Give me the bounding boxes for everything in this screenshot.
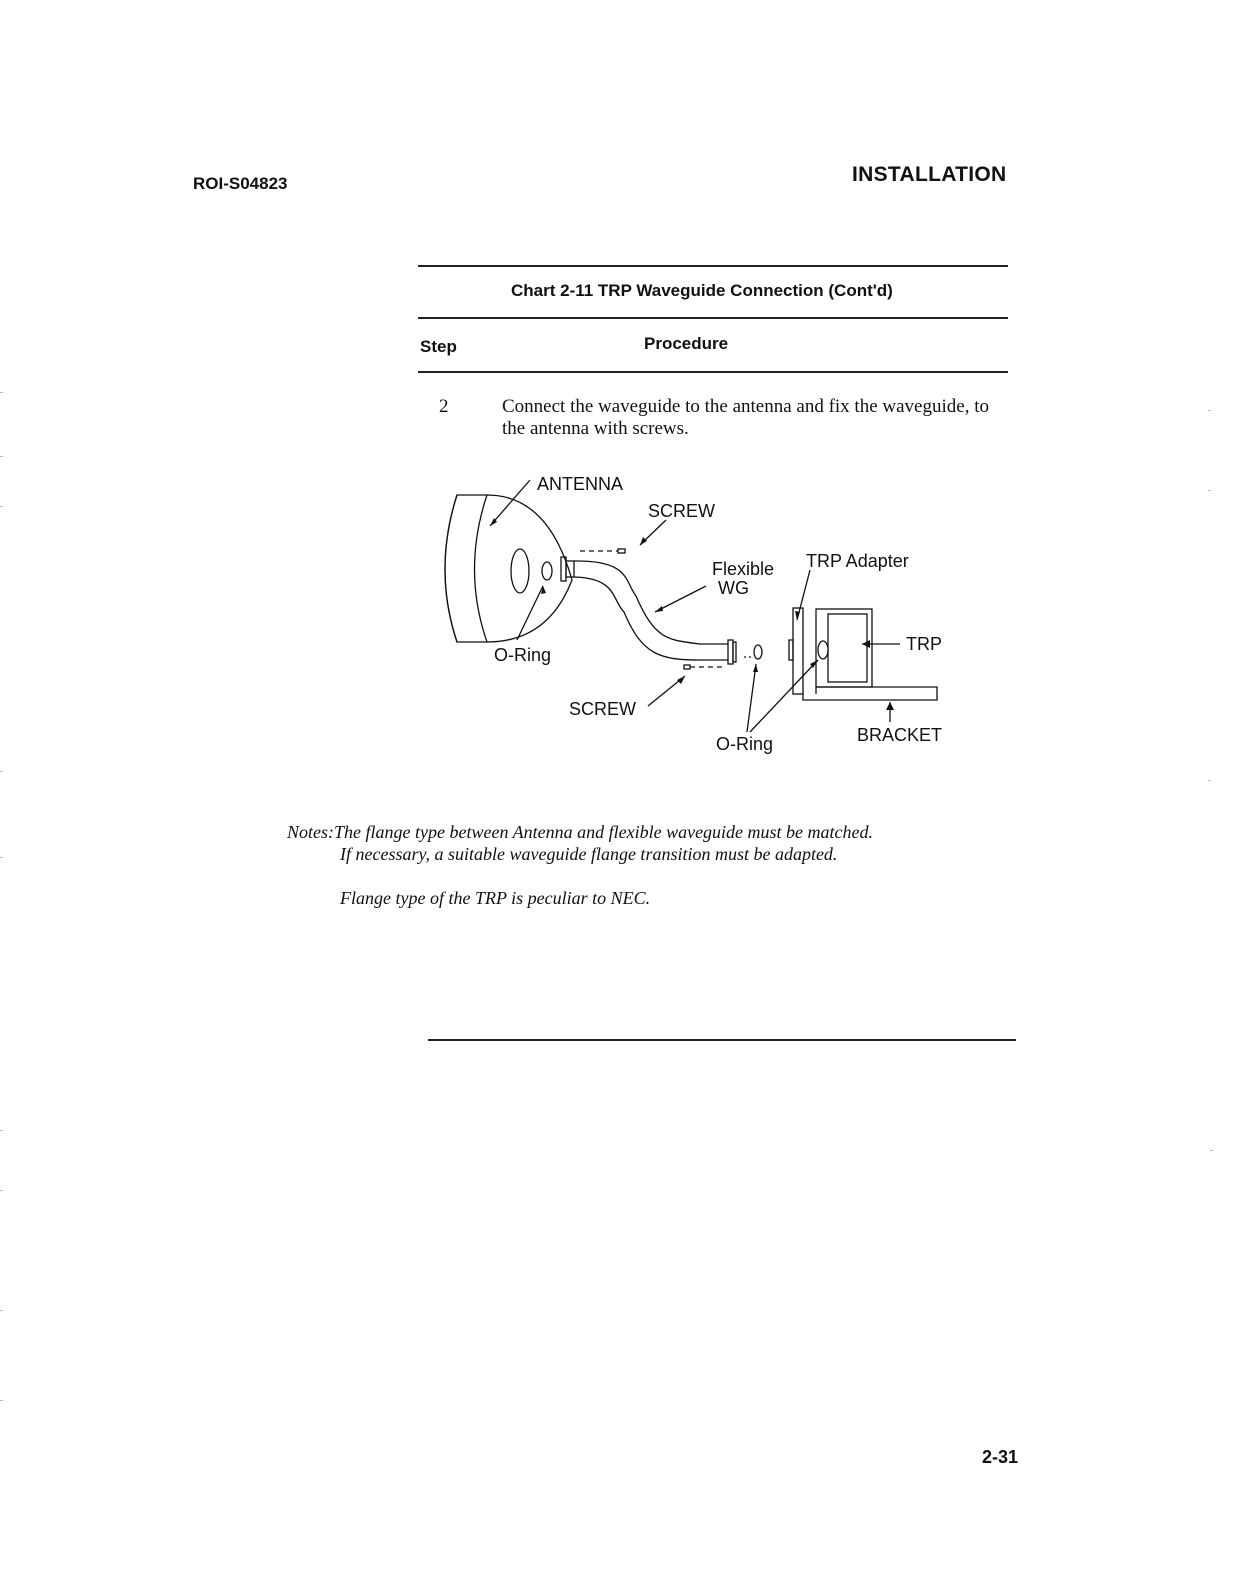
label-trp-adapter: TRP Adapter	[806, 551, 909, 571]
label-antenna: ANTENNA	[537, 474, 624, 494]
leader-o-ring-right-b	[750, 660, 818, 732]
page-number: 2-31	[982, 1447, 1019, 1467]
column-header-procedure: Procedure	[644, 334, 729, 353]
scan-edge-mark	[0, 1190, 3, 1191]
leader-flexible-wg	[655, 586, 706, 612]
scan-edge-mark	[0, 1130, 3, 1131]
step-number: 2	[439, 396, 449, 417]
chart-title: Chart 2-11 TRP Waveguide Connection (Cont'd)	[511, 281, 893, 300]
note-line-2: If necessary, a suitable waveguide flange transition must be adapted.	[340, 844, 838, 864]
note-line-1: Notes:The flange type between Antenna and flexible waveguide must be matched.	[287, 822, 874, 842]
scan-edge-mark	[1208, 410, 1211, 411]
scan-edge-mark	[0, 1310, 3, 1311]
label-trp: TRP	[906, 634, 942, 654]
scan-edge-mark	[1208, 490, 1211, 491]
label-wg: WG	[718, 578, 749, 598]
scan-edge-mark	[0, 1400, 3, 1401]
o-ring-trp-left	[754, 645, 762, 659]
flexible-waveguide	[561, 557, 736, 664]
label-o-ring-right: O-Ring	[716, 734, 774, 754]
scan-edge-mark	[1208, 780, 1211, 781]
label-screw-bottom: SCREW	[569, 699, 636, 719]
screw-top	[580, 549, 625, 553]
screw-bottom	[684, 665, 724, 669]
section-title: INSTALLATION	[852, 163, 1007, 186]
label-o-ring-left: O-Ring	[494, 645, 552, 665]
note-line-3: Flange type of the TRP is peculiar to NEC.	[340, 888, 651, 908]
bottom-rule	[428, 1039, 1016, 1041]
scan-edge-mark	[0, 456, 3, 457]
label-screw-top: SCREW	[648, 501, 715, 521]
scan-edge-mark	[0, 506, 3, 507]
leader-o-ring-right-a	[747, 664, 756, 732]
scan-edge-mark	[1210, 1150, 1213, 1151]
document-id: ROI-S04823	[193, 174, 288, 193]
trp-unit	[816, 609, 872, 687]
antenna-dish	[445, 495, 572, 642]
scan-edge-mark	[0, 857, 3, 858]
label-bracket: BRACKET	[857, 725, 943, 745]
scan-edge-mark	[0, 392, 3, 393]
scan-edge-mark	[0, 771, 3, 772]
step-procedure: Connect the waveguide to the antenna and fix the waveguide, to the antenna with screws.	[502, 396, 989, 439]
bracket	[803, 687, 937, 700]
column-header-step: Step	[420, 337, 457, 356]
label-flexible: Flexible	[712, 559, 775, 579]
